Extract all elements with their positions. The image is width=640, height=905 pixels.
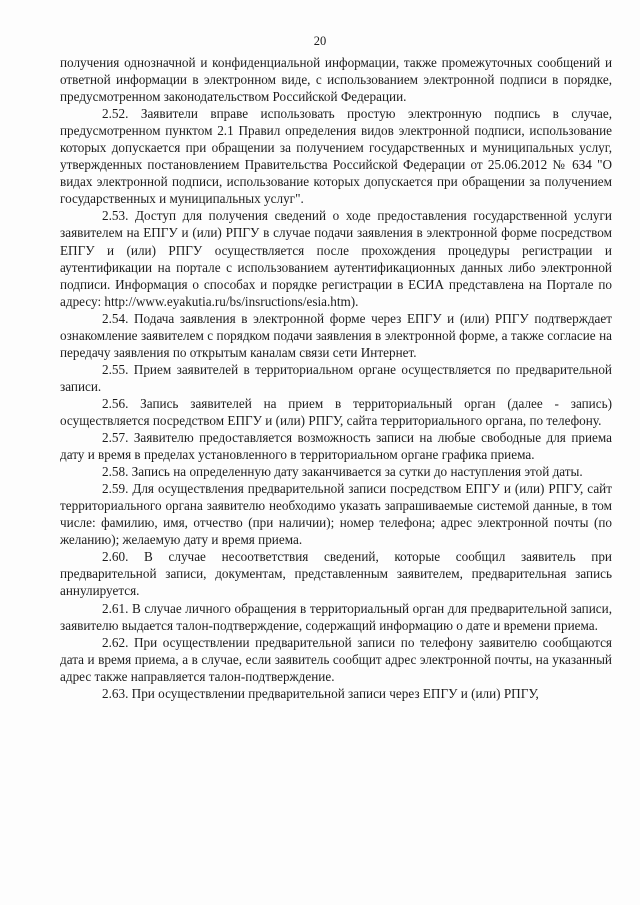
paragraph-2-60: 2.60. В случае несоответствия сведений, которые сообщил заявитель при предварительной записи, документам, представленным заявителем, предварительная запись аннулируется. xyxy=(60,549,612,599)
paragraph-2-54: 2.54. Подача заявления в электронной форме через ЕПГУ и (или) РПГУ подтверждает ознакомление заявителем с порядком подачи заявления в электронной форме, а также согласие на передачу заявления по открытым каналам связи сети Интернет. xyxy=(60,310,612,360)
paragraph-2-58: 2.58. Запись на определенную дату заканчивается за сутки до наступления этой даты. xyxy=(102,464,583,480)
paragraph-2-52: 2.52. Заявители вправе использовать простую электронную подпись в случае, предусмотренном пунктом 2.1 Правил определения видов электронной подписи, использование которых допускается при обращении за получением государственных и муниципальных услуг, утвержденных постановлением Правительства Российской Федерации от 25.06.2012 № 634 "О видах электронной подписи, использование которых допускается при обращении за получением государственных и муниципальных услуг". xyxy=(60,106,612,207)
paragraph-2-61: 2.61. В случае личного обращения в территориальный орган для предварительной записи, заявителю выдается талон-подтверждение, содержащий информацию о дате и времени приема. xyxy=(60,600,612,633)
page-number: 20 xyxy=(313,34,327,48)
document-body xyxy=(60,54,612,702)
paragraph-continuation: получения однозначной и конфиденциальной информации, также промежуточных сообщений и ответной информации в электронном виде, с использованием электронной подписи в порядке, предусмотренном законодательством Российской Федерации. xyxy=(60,55,612,105)
paragraph-2-53: 2.53. Доступ для получения сведений о ходе предоставления государственной услуги заявителем на ЕПГУ и (или) РПГУ в случае подачи заявления в электронной форме посредством ЕПГУ и (или) РПГУ осуществляется после прохождения процедуры регистрации и аутентификации на портале с использованием аутентификационных данных либо электронной подписи. Информация о способах и порядке регистрации в ЕСИА представлена на Портале по адресу: http://www.eyakutia.ru/bs/insructions/esia.htm). xyxy=(60,208,612,309)
paragraph-2-55: 2.55. Прием заявителей в территориальном органе осуществляется по предварительной записи. xyxy=(60,361,612,394)
paragraph-2-56: 2.56. Запись заявителей на прием в территориальный орган (далее - запись) осуществляется посредством ЕПГУ и (или) РПГУ, сайта территориального органа, по телефону. xyxy=(60,395,612,428)
paragraph-2-59: 2.59. Для осуществления предварительной записи посредством ЕПГУ и (или) РПГУ, сайт территориального органа заявителю необходимо указать запрашиваемые системой данные, в том числе: фамилию, имя, отчество (при наличии); номер телефона; адрес электронной почты (по желанию); желаемую дату и время приема. xyxy=(60,481,612,548)
paragraph-2-57: 2.57. Заявителю предоставляется возможность записи на любые свободные для приема дату и время в пределах установленного в территориальном органе графика приема. xyxy=(60,430,612,463)
paragraph-2-63: 2.63. При осуществлении предварительной записи через ЕПГУ и (или) РПГУ, xyxy=(102,685,539,701)
paragraph-2-62: 2.62. При осуществлении предварительной записи по телефону заявителю сообщаются дата и время приема, а в случае, если заявитель сообщит адрес электронной почты, на указанный адрес также направляется талон-подтверждение. xyxy=(60,634,612,684)
